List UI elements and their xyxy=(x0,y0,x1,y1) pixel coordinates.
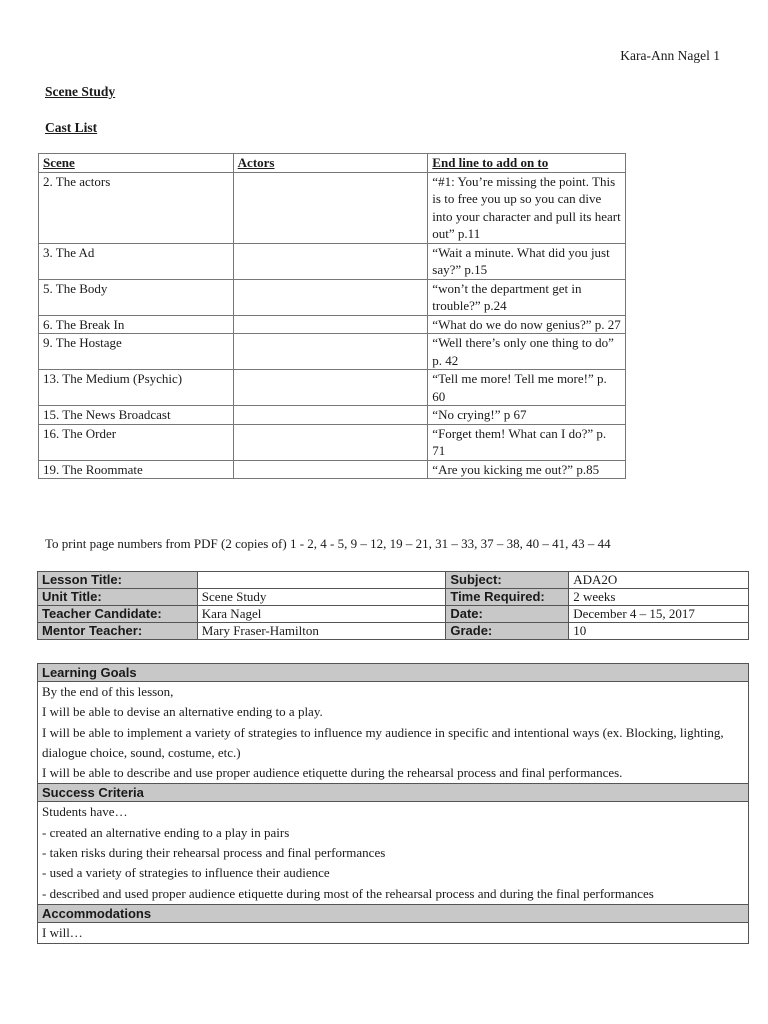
actors-cell xyxy=(233,172,428,243)
end-line-cell: “won’t the department get in trouble?” p.24 xyxy=(428,279,626,315)
date-value: December 4 – 15, 2017 xyxy=(569,606,749,623)
scene-cell: 9. The Hostage xyxy=(39,334,234,370)
table-row xyxy=(39,370,626,406)
actors-cell xyxy=(233,279,428,315)
scene-cell: 5. The Body xyxy=(39,279,234,315)
scene-cell: 2. The actors xyxy=(39,172,234,243)
accommodations-heading: Accommodations xyxy=(38,904,749,922)
learning-goals-heading: Learning Goals xyxy=(38,664,749,682)
learning-goal-line: I will be able to devise an alternative ending to a play. xyxy=(42,704,323,720)
date-label: Date: xyxy=(446,606,569,623)
actors-cell xyxy=(233,315,428,334)
table-row xyxy=(38,623,749,640)
scene-cell: 15. The News Broadcast xyxy=(39,406,234,425)
actors-cell xyxy=(233,334,428,370)
goals-table xyxy=(37,663,749,944)
table-row xyxy=(39,315,626,334)
table-row xyxy=(39,334,626,370)
end-line-cell: “Forget them! What can I do?” p. 71 xyxy=(428,424,626,460)
column-header-actors: Actors xyxy=(233,154,428,173)
scene-cell: 6. The Break In xyxy=(39,315,234,334)
cast-table-header-row xyxy=(39,154,626,173)
table-row xyxy=(38,589,749,606)
mentor-teacher-value: Mary Fraser-Hamilton xyxy=(197,623,446,640)
unit-title-label: Unit Title: xyxy=(38,589,198,606)
table-row xyxy=(38,572,749,589)
column-header-end-line: End line to add on to xyxy=(428,154,626,173)
lesson-title-value xyxy=(197,572,446,589)
end-line-cell: “Well there’s only one thing to do” p. 42 xyxy=(428,334,626,370)
learning-goals-content xyxy=(38,682,749,784)
lesson-info-table xyxy=(37,571,749,640)
success-criteria-line: Students have… xyxy=(42,804,128,820)
mentor-teacher-label: Mentor Teacher: xyxy=(38,623,198,640)
scene-cell: 3. The Ad xyxy=(39,243,234,279)
lesson-title-label: Lesson Title: xyxy=(38,572,198,589)
learning-goal-line: I will be able to implement a variety of strategies to influence my audience in specific and intentional ways (ex. Blocking, lighting, dialogue choice, sound, costume, etc.) xyxy=(42,724,724,760)
scene-study-heading: Scene Study xyxy=(45,84,116,99)
success-criteria-content xyxy=(38,802,749,904)
cast-list-heading: Cast List xyxy=(45,120,98,135)
success-criteria-heading: Success Criteria xyxy=(38,784,749,802)
scene-cell: 16. The Order xyxy=(39,424,234,460)
actors-cell xyxy=(233,370,428,406)
accommodations-line: I will… xyxy=(42,924,83,940)
print-instructions: To print page numbers from PDF (2 copies of) 1 - 2, 4 - 5, 9 – 12, 19 – 21, 31 – 33, 37 – 38, 40 – 41, 43 – 44 xyxy=(45,536,611,551)
end-line-cell: “#1: You’re missing the point. This is to free you up so you can dive into your character and pull its heart out” p.11 xyxy=(428,172,626,243)
table-row xyxy=(39,243,626,279)
time-required-label: Time Required: xyxy=(446,589,569,606)
table-row xyxy=(39,460,626,479)
end-line-cell: “Are you kicking me out?” p.85 xyxy=(428,460,626,479)
table-row xyxy=(39,406,626,425)
cast-list-table xyxy=(38,153,626,479)
accommodations-content xyxy=(38,922,749,943)
subject-value: ADA2O xyxy=(569,572,749,589)
end-line-cell: “No crying!” p 67 xyxy=(428,406,626,425)
actors-cell xyxy=(233,424,428,460)
actors-cell xyxy=(233,406,428,425)
table-row xyxy=(38,606,749,623)
time-required-value: 2 weeks xyxy=(569,589,749,606)
end-line-cell: “Wait a minute. What did you just say?” p.15 xyxy=(428,243,626,279)
teacher-candidate-value: Kara Nagel xyxy=(197,606,446,623)
unit-title-value: Scene Study xyxy=(197,589,446,606)
learning-goal-line: I will be able to describe and use proper audience etiquette during the rehearsal process and final performances. xyxy=(42,765,623,781)
scene-cell: 13. The Medium (Psychic) xyxy=(39,370,234,406)
success-criteria-line: - created an alternative ending to a play in pairs xyxy=(42,824,290,840)
end-line-cell: “Tell me more! Tell me more!” p. 60 xyxy=(428,370,626,406)
table-row xyxy=(39,279,626,315)
end-line-cell: “What do we do now genius?” p. 27 xyxy=(428,315,626,334)
page-header-name: Kara-Ann Nagel 1 xyxy=(620,48,720,63)
success-criteria-line: - taken risks during their rehearsal process and final performances xyxy=(42,845,386,861)
grade-label: Grade: xyxy=(446,623,569,640)
table-row xyxy=(39,424,626,460)
grade-value: 10 xyxy=(569,623,749,640)
subject-label: Subject: xyxy=(446,572,569,589)
column-header-scene: Scene xyxy=(39,154,234,173)
success-criteria-line: - used a variety of strategies to influence their audience xyxy=(42,865,330,881)
learning-goal-line: By the end of this lesson, xyxy=(42,684,174,699)
scene-cell: 19. The Roommate xyxy=(39,460,234,479)
actors-cell xyxy=(233,243,428,279)
teacher-candidate-label: Teacher Candidate: xyxy=(38,606,198,623)
table-row xyxy=(39,172,626,243)
success-criteria-line: - described and used proper audience etiquette during most of the rehearsal process and during the final performances xyxy=(42,885,654,901)
actors-cell xyxy=(233,460,428,479)
